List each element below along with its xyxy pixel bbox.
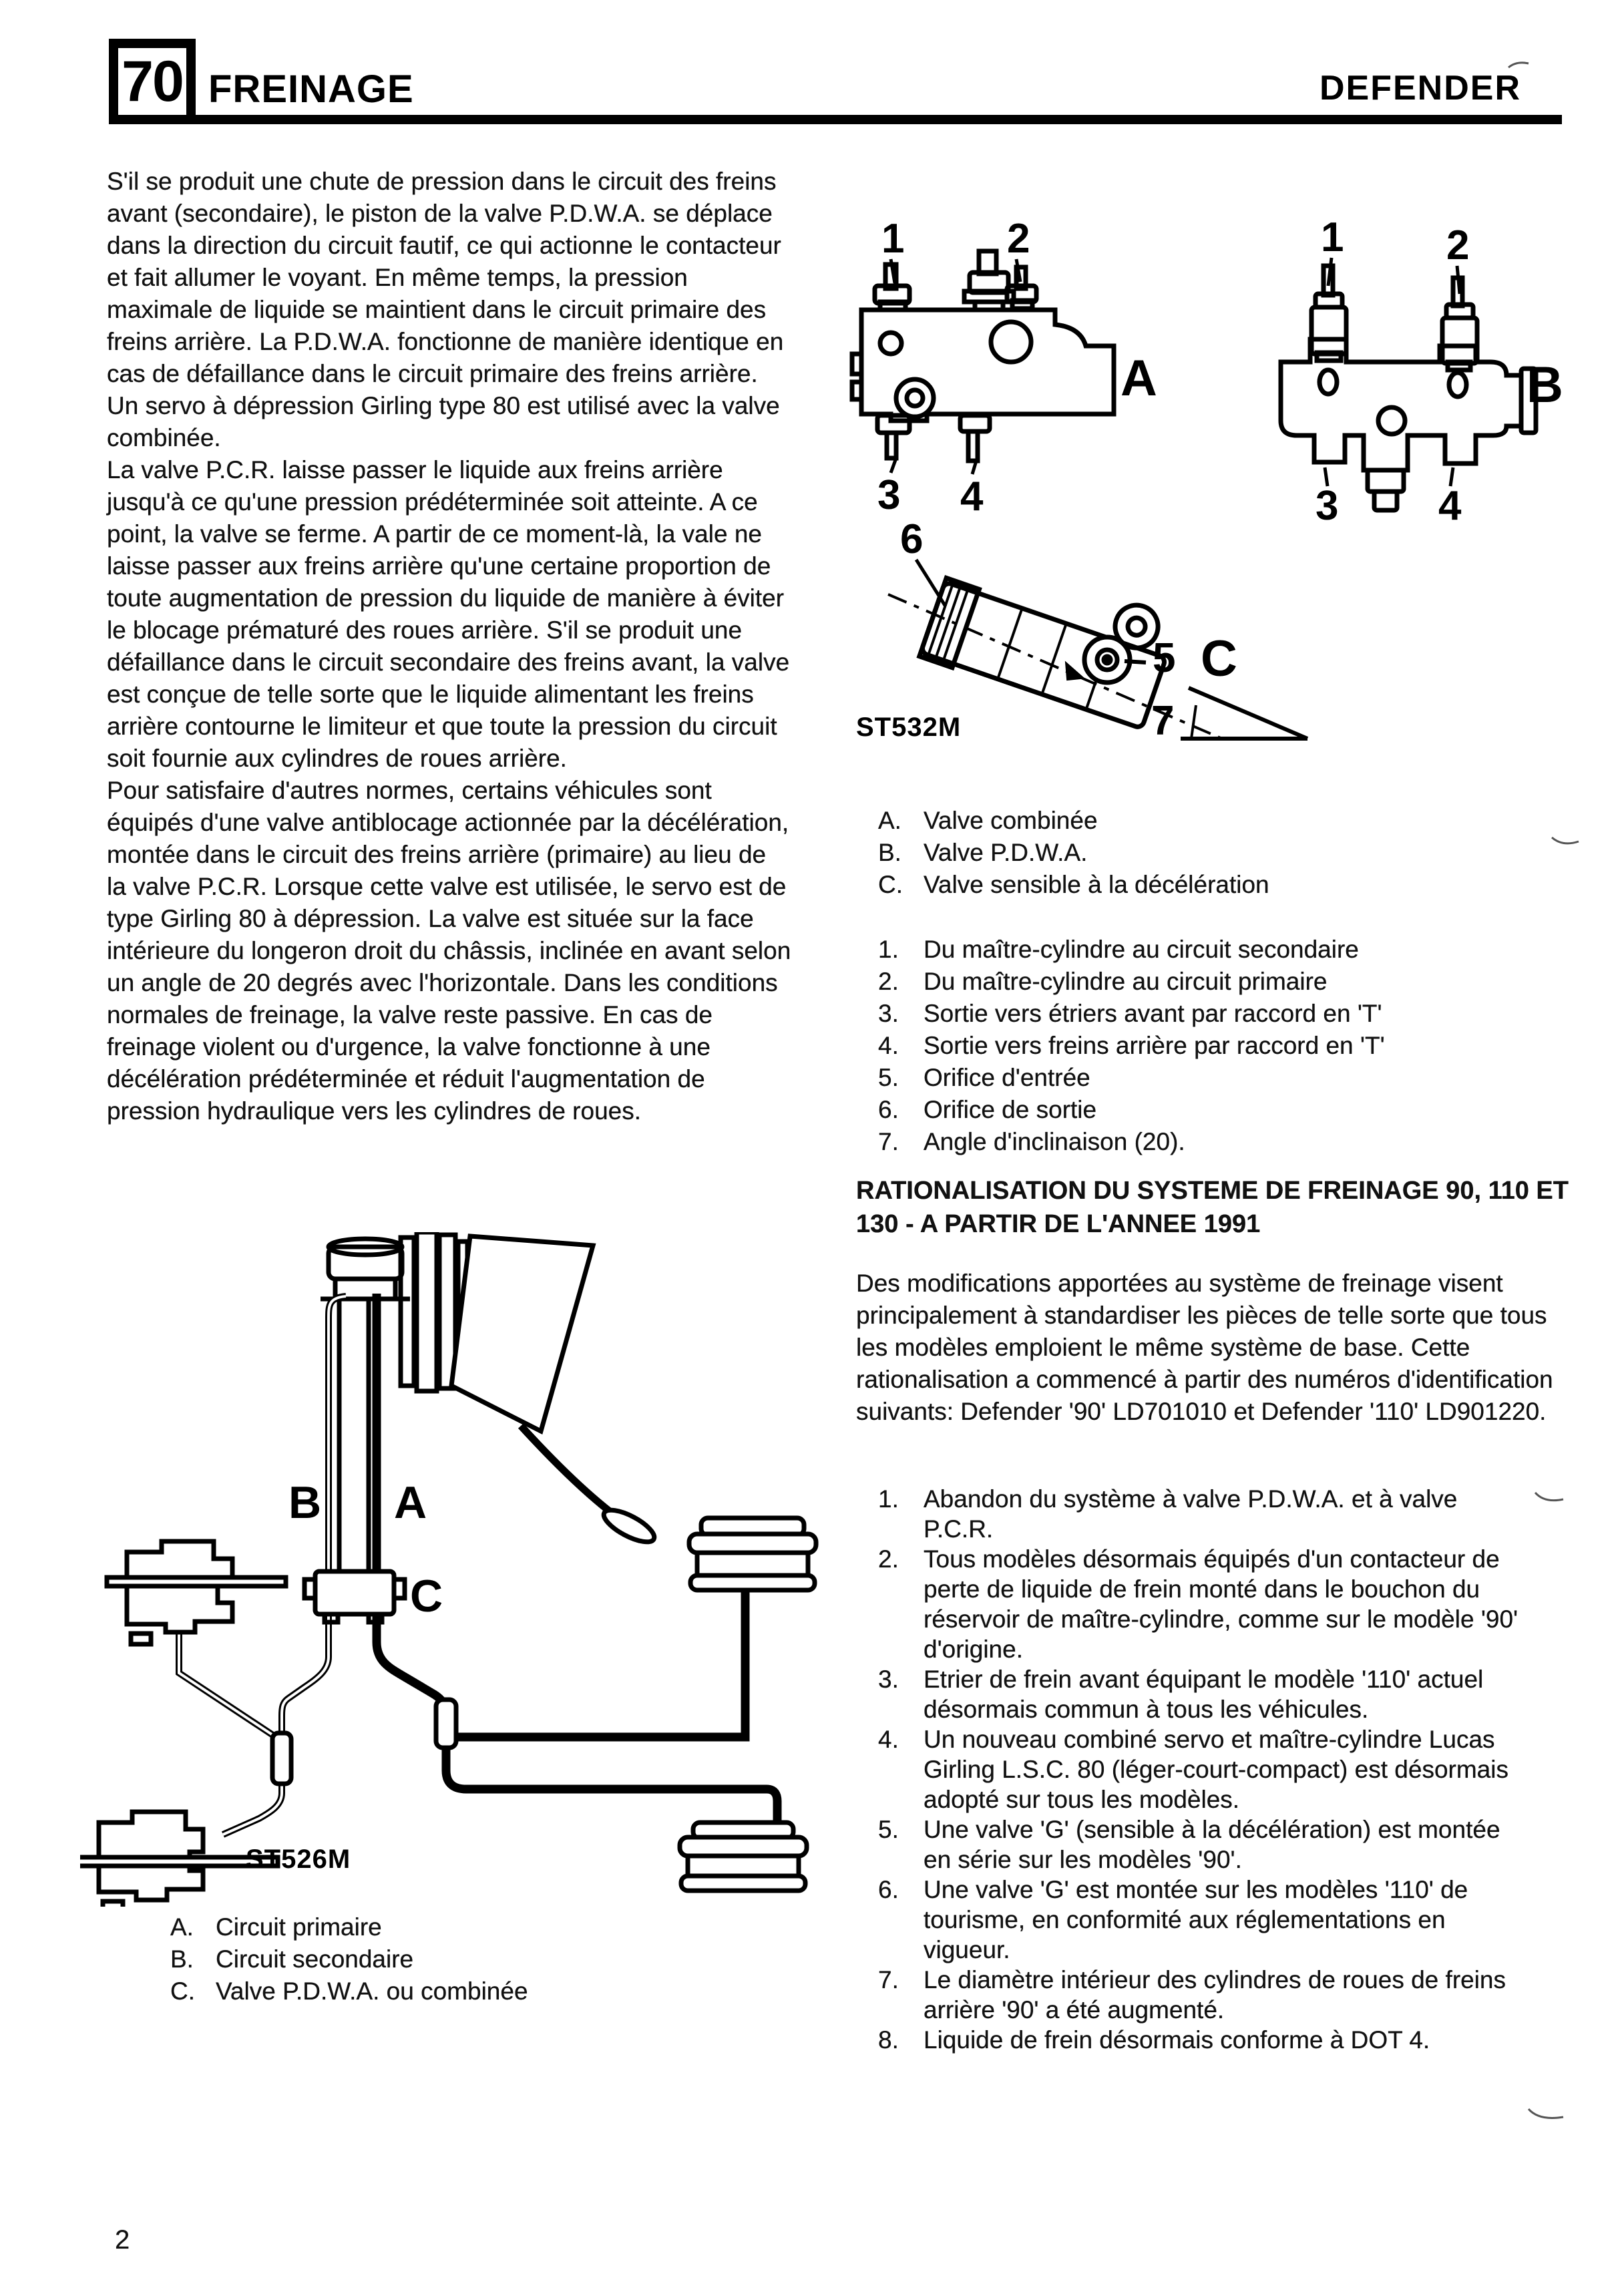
rationalisation-list — [878, 1484, 1526, 2055]
list-item: 1. Du maître-cylindre au circuit secondaire — [878, 936, 1359, 963]
valve-a-callout-4: 4 — [960, 473, 984, 520]
brake-circuit-diagram — [80, 1232, 841, 1907]
list-item: A. Circuit primaire — [170, 1913, 382, 1941]
valve-b-callout-2: 2 — [1446, 222, 1470, 268]
valve-key-numbers — [878, 934, 1559, 1158]
circuit-label-primary: A — [394, 1477, 427, 1528]
section-number: 70 — [122, 49, 183, 114]
valve-b-callout-4: 4 — [1438, 483, 1462, 529]
list-item: 3. Etrier de frein avant équipant le modèle '110' actuel désormais commun à tous les véhicules. — [878, 1666, 1484, 1723]
list-item: 2. Du maître-cylindre au circuit primaire — [878, 968, 1328, 995]
rear-drum-lower — [680, 1823, 807, 1891]
rear-drum-upper — [689, 1518, 816, 1590]
circuit-label-secondary: B — [288, 1477, 322, 1528]
paragraph: La valve P.C.R. laisse passer le liquide aux freins arrière jusqu'à ce qu'une pression prédéterminée soit atteinte. A ce point, la valve se ferme. A partir de ce moment-là, la vale ne laisse passer aux freins arrière qu'une certaine proportion de toute augmentation de pression du liquide de manière à éviter le blocage prématuré des roues arrière. S'il se produit une défaillance dans le circuit secondaire des freins avant, la valve est conçue de telle sorte que le liquide alimentant les freins arrière contourne le limiteur et que toute la pression du circuit soit fournie aux cylindres de roues arrière. — [107, 456, 790, 772]
list-item: 6. Une valve 'G' est montée sur les modèles '110' de tourisme, en conformité aux réglementations en vigueur. — [878, 1876, 1468, 1963]
list-item: B. Valve P.D.W.A. — [878, 839, 1088, 866]
list-item: A. Valve combinée — [878, 807, 1098, 834]
scan-artifact — [1533, 1486, 1573, 1513]
valve-b-drawing — [1281, 258, 1536, 510]
list-item: 8. Liquide de frein désormais conforme à DOT 4. — [878, 2026, 1430, 2054]
valve-b-callout-3: 3 — [1316, 483, 1339, 529]
list-item: 1. Abandon du système à valve P.D.W.A. et à valve P.C.R. — [878, 1485, 1458, 1543]
list-item: 3. Sortie vers étriers avant par raccord en 'T' — [878, 1000, 1382, 1027]
valve-a-callout-3: 3 — [877, 472, 901, 518]
valve-a-callout-1: 1 — [881, 216, 905, 262]
section-number-box — [109, 39, 196, 124]
paragraph: Pour satisfaire d'autres normes, certains véhicules sont équipés d'une valve antiblocage actionnée par la décélération, montée dans le circuit des freins arrière (primaire) au lieu de la valve P.C.R. Lorsque cette valve est utilisée, le servo est de type Girling 80 à dépression. La valve est située sur la face intérieure du longeron droit du châssis, inclinée en avant selon un angle de 20 degrés avec l'horizontale. Dans les conditions normales de freinage, la valve reste passive. En cas de freinage violent ou d'urgence, la valve fonctionne à une décélération prédéterminée et réduit l'augmentation de pression hydraulique vers les cylindres de roues. — [107, 777, 791, 1125]
page-number: 2 — [115, 2225, 130, 2255]
valve-a-drawing — [852, 251, 1114, 474]
valve-key-letters — [878, 805, 1559, 901]
section-heading: RATIONALISATION DU SYSTEME DE FREINAGE 90, 110 ET 130 - A PARTIR DE L'ANNEE 1991 — [856, 1177, 1569, 1238]
valve-b-callout-1: 1 — [1321, 214, 1344, 260]
paragraph: S'il se produit une chute de pression dans le circuit des freins avant (secondaire), le piston de la valve P.D.W.A. se déplace dans la direction du circuit fautif, ce qui actionne le contacteur et fait allumer le voyant. En même temps, la pression maximale de liquide se maintient dans le circuit primaire des freins arrière. La P.D.W.A. fonctionne de manière identique en cas de défaillance dans le circuit primaire des freins arrière. Un servo à dépression Girling type 80 est utilisé avec la valve combinée. — [107, 168, 784, 451]
list-item: B. Circuit secondaire — [170, 1945, 414, 1973]
valve-a-letter: A — [1121, 350, 1157, 407]
list-item: 2. Tous modèles désormais équipés d'un contacteur de perte de liquide de frein monté dans le bouchon du réservoir de maître-cylindre, comme sur le modèle '90' d'origine. — [878, 1545, 1519, 1663]
figure-code-st532m: ST532M — [856, 713, 962, 742]
circuit-valve-c — [305, 1571, 405, 1622]
front-wheel-cylinder-upper — [107, 1541, 286, 1644]
circuit-key — [170, 1911, 771, 2007]
list-item: C. Valve sensible à la décélération — [878, 871, 1269, 898]
list-item: 4. Sortie vers freins arrière par raccord en 'T' — [878, 1032, 1385, 1059]
header-rule — [109, 115, 1562, 124]
section-intro: Des modifications apportées au système de freinage visent principalement à standardiser les pièces de telle sorte que tous les modèles emploient le même système de base. Cette rationalisation a commencé à partir des numéros d'identification suivants: Defender '90' LD701010 et Defender '110' LD901220. — [856, 1270, 1553, 1425]
servo-and-pedal — [401, 1232, 658, 1548]
valve-c-callout-5: 5 — [1153, 635, 1176, 681]
valves-diagram — [848, 200, 1617, 765]
list-item: 7. Angle d'inclinaison (20). — [878, 1128, 1185, 1155]
valve-c-drawing — [888, 543, 1307, 739]
scan-artifact — [1506, 57, 1539, 77]
scan-artifact — [1526, 2104, 1573, 2130]
valve-c-callout-6: 6 — [900, 516, 924, 562]
left-column — [107, 166, 791, 1127]
list-item: 4. Un nouveau combiné servo et maître-cylindre Lucas Girling L.S.C. 80 (léger-court-compact) est désormais adopté sur tous les modèles. — [878, 1726, 1508, 1813]
scan-artifact — [1549, 828, 1589, 855]
page-title: FREINAGE — [208, 67, 414, 111]
valve-b-letter: B — [1527, 357, 1563, 413]
valve-c-letter: C — [1201, 630, 1237, 687]
brand-title: DEFENDER — [1319, 69, 1521, 108]
valve-c-callout-7: 7 — [1151, 698, 1175, 744]
list-item: C. Valve P.D.W.A. ou combinée — [170, 1977, 528, 2005]
circuit-label-valve: C — [410, 1571, 443, 1621]
list-item: 7. Le diamètre intérieur des cylindres de roues de freins arrière '90' a été augmenté. — [878, 1966, 1506, 2024]
list-item: 5. Une valve 'G' (sensible à la décélération) est montée en série sur les modèles '90'. — [878, 1816, 1500, 1873]
valve-a-callout-2: 2 — [1007, 216, 1030, 262]
list-item: 5. Orifice d'entrée — [878, 1064, 1090, 1091]
list-item: 6. Orifice de sortie — [878, 1096, 1097, 1123]
figure-code-st526m: ST526M — [246, 1845, 351, 1874]
